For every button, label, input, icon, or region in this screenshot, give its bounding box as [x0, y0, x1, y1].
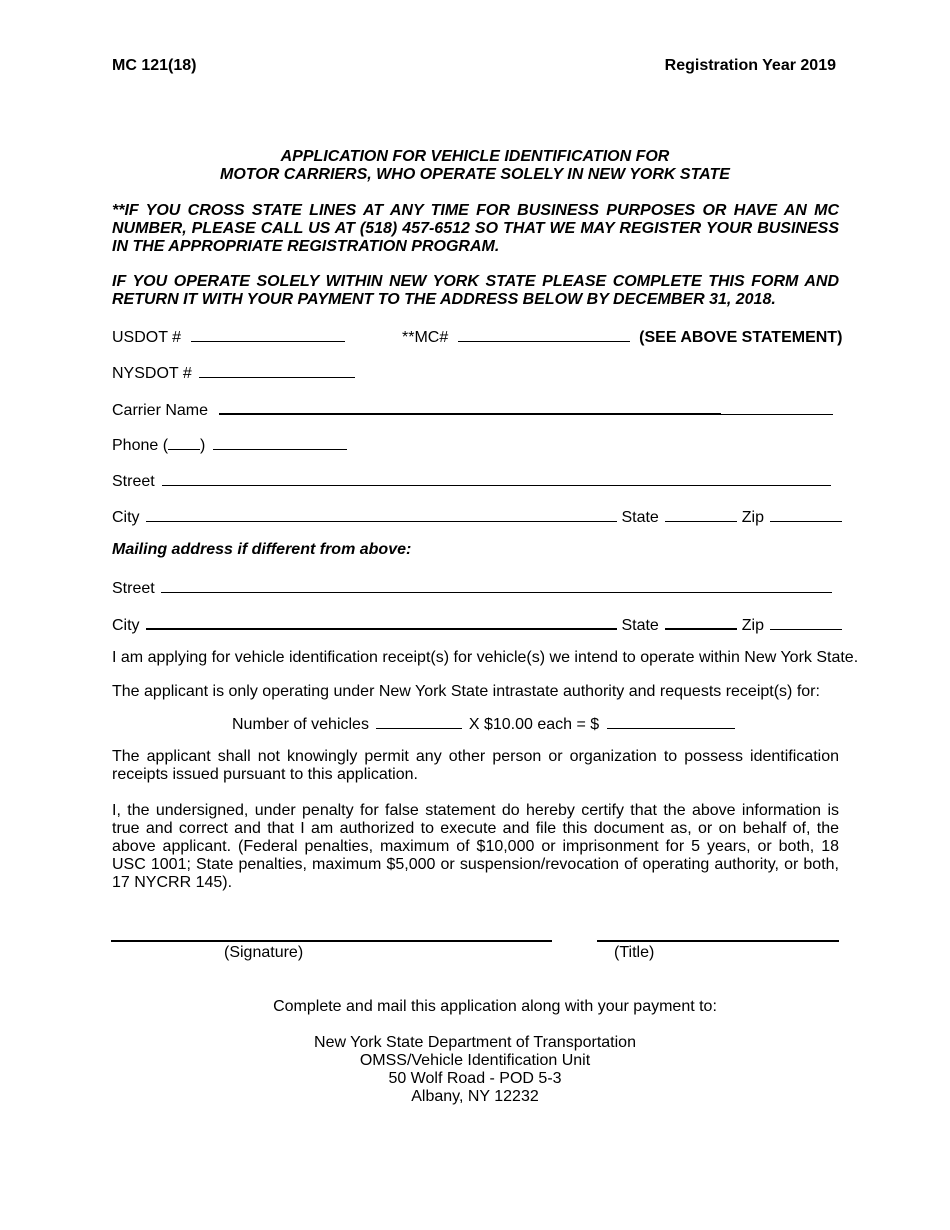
- city-field[interactable]: [146, 506, 617, 522]
- carrier-name-field-extension[interactable]: [721, 399, 833, 415]
- mailing-state-field[interactable]: [665, 613, 737, 630]
- city-label: City: [112, 509, 140, 526]
- nysdot-field[interactable]: [199, 362, 355, 378]
- carrier-name-label: Carrier Name: [112, 402, 209, 419]
- city-row: [112, 506, 842, 527]
- nysdot-label: NYSDOT #: [112, 365, 192, 382]
- mail-instructions: Complete and mail this application along with your payment to:: [273, 998, 717, 1015]
- form-number: MC 121(18): [112, 57, 197, 74]
- form-title-line2: MOTOR CARRIERS, WHO OPERATE SOLELY IN NEW YORK STATE: [220, 166, 730, 183]
- mail-address-line1: New York State Department of Transportation: [314, 1034, 636, 1051]
- mailing-city-row: [112, 613, 842, 635]
- signature-label: (Signature): [224, 944, 304, 961]
- nysdot-row: [112, 362, 355, 383]
- title-label: (Title): [614, 944, 655, 961]
- num-vehicles-label: Number of vehicles: [232, 716, 369, 733]
- zip-field[interactable]: [770, 506, 842, 522]
- total-amount-field[interactable]: [607, 713, 735, 729]
- phone-row: [112, 434, 347, 455]
- usdot-field[interactable]: [191, 326, 345, 342]
- mail-address-line2: OMSS/Vehicle Identification Unit: [359, 1052, 591, 1069]
- mc-row: [402, 326, 842, 347]
- intrastate-statement: The applicant is only operating under New York State intrastate authority and requests receipt(s) for:: [112, 683, 820, 700]
- mc-field[interactable]: [458, 326, 630, 342]
- applying-statement: I am applying for vehicle identification receipt(s) for vehicle(s) we intend to operate within New York State.: [112, 649, 859, 666]
- mailing-city-field[interactable]: [146, 613, 617, 630]
- signature-line[interactable]: [111, 940, 552, 942]
- state-field[interactable]: [665, 506, 737, 522]
- mc-label: **MC#: [402, 329, 449, 346]
- certification-statement: I, the undersigned, under penalty for false statement do hereby certify that the above information is true and correct and that I am authorized to execute and file this document as, or on behalf of, the above applicant. (Federal penalties, maximum of $10,000 or imprisonment for 5 years, or both, 18 USC 1001; State penalties, maximum $5,000 or suspension/revocation of operating authority, or both, 17 NYCRR 145).: [112, 802, 839, 891]
- street-row: [112, 470, 831, 491]
- carrier-name-field[interactable]: [219, 398, 721, 415]
- state-label: State: [621, 509, 659, 526]
- not-permit-statement: The applicant shall not knowingly permit any other person or organization to possess identification receipts issued pursuant to this application.: [112, 748, 839, 783]
- mail-address-line3: 50 Wolf Road - POD 5-3: [388, 1070, 562, 1087]
- usdot-label: USDOT #: [112, 329, 182, 346]
- mailing-state-label: State: [621, 617, 659, 634]
- carrier-name-row: [112, 398, 833, 420]
- phone-area-code-field[interactable]: [168, 434, 200, 450]
- title-line[interactable]: [597, 940, 839, 942]
- mailing-city-label: City: [112, 617, 140, 634]
- form-title-line1: APPLICATION FOR VEHICLE IDENTIFICATION FOR: [280, 148, 670, 165]
- see-above-note: (SEE ABOVE STATEMENT): [639, 329, 843, 346]
- mailing-zip-label: Zip: [741, 617, 764, 634]
- street-field[interactable]: [162, 470, 831, 486]
- vehicle-count-row: [232, 713, 735, 734]
- usdot-row: [112, 326, 345, 347]
- zip-label: Zip: [741, 509, 764, 526]
- mailing-address-heading: Mailing address if different from above:: [112, 541, 412, 558]
- cross-state-notice: **IF YOU CROSS STATE LINES AT ANY TIME FOR BUSINESS PURPOSES OR HAVE AN MC NUMBER, PLEASE CALL US AT (518) 457-6512 SO THAT WE MAY REGISTER YOUR BUSINESS IN THE APPROPRIATE REGISTRATION PROGRAM.: [112, 202, 839, 255]
- price-label: X $10.00 each = $: [468, 716, 600, 733]
- mailing-street-label: Street: [112, 580, 155, 597]
- mailing-zip-field[interactable]: [770, 614, 842, 630]
- mail-address-line4: Albany, NY 12232: [411, 1088, 539, 1105]
- street-label: Street: [112, 473, 155, 490]
- mailing-street-row: [112, 577, 832, 598]
- phone-number-field[interactable]: [213, 434, 347, 450]
- num-vehicles-field[interactable]: [376, 713, 462, 729]
- phone-label: Phone (: [112, 437, 169, 454]
- phone-paren-close: ): [200, 437, 206, 454]
- solely-ny-notice: IF YOU OPERATE SOLELY WITHIN NEW YORK STATE PLEASE COMPLETE THIS FORM AND RETURN IT WITH YOUR PAYMENT TO THE ADDRESS BELOW BY DECEMBER 31, 2018.: [112, 273, 839, 308]
- mailing-street-field[interactable]: [161, 577, 832, 593]
- registration-year: Registration Year 2019: [664, 57, 836, 74]
